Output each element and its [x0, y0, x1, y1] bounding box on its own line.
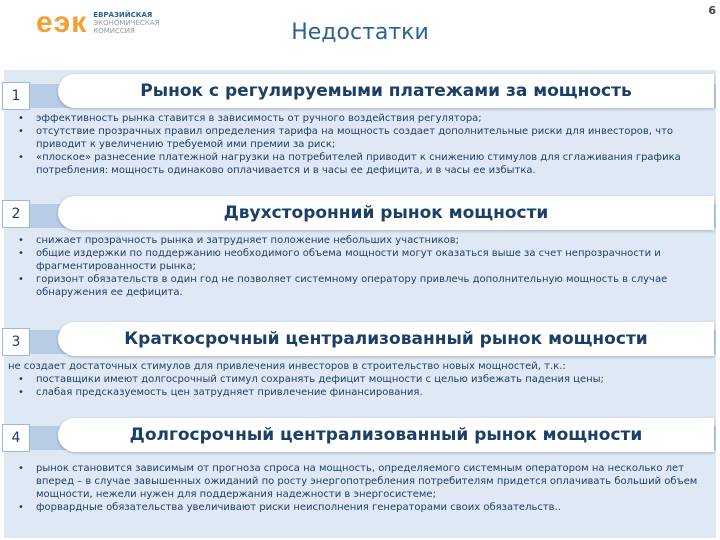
section-3-header: Краткосрочный централизованный рынок мощности [58, 322, 714, 356]
section-2-number: 2 [2, 200, 30, 228]
section-2-body [8, 234, 712, 299]
page-number: 6 [708, 4, 716, 17]
section-4-bullet-1: • рынок становится зависимым от прогноза спроса на мощность, определяемого системным оператором на несколько лет вперед – в случае завышенных ожиданий по росту энергопотребления потребителям придется оплачивать больший объем мощности, нежели нужен для поддержания надежности в энергосистеме; [18, 463, 698, 500]
section-4-body [8, 462, 712, 514]
section-3-body [8, 360, 712, 399]
section-3-bullet-2: • слабая предсказуемость цен затрудняет привлечение финансирования. [18, 387, 423, 398]
section-3-number: 3 [2, 328, 30, 356]
section-1-bullet-3: • «плоское» разнесение платежной нагрузки на потребителей приводит к снижению стимулов для сглаживания графика потребления: мощность одинаково оплачивается и в часы ее дефицита, и в часы ее избытка. [18, 152, 681, 176]
section-3-bullet-1: • поставщики имеют долгосрочный стимул сохранять дефицит мощности с целью избежать падения цены; [18, 374, 604, 385]
logo-line-1: ЕВРАЗИЙСКАЯ [93, 11, 153, 19]
section-1-body [8, 112, 712, 177]
section-2-header: Двухсторонний рынок мощности [58, 196, 714, 230]
section-4-number: 4 [2, 424, 30, 452]
section-2-bullet-3: • горизонт обязательств в один год не позволяет системному оператору привлечь дополнительную мощность в случае обнаружения ее дефицита. [18, 274, 668, 298]
logo-line-2: ЭКОНОМИЧЕСКАЯ [93, 19, 160, 27]
section-4-bullet-2: • форвардные обязательства увеличивают риски неисполнения генераторами своих обязательств.. [18, 502, 561, 513]
section-4-header: Долгосрочный централизованный рынок мощности [58, 418, 714, 452]
section-2-bullet-1: • снижает прозрачность рынка и затрудняет положение небольших участников; [18, 235, 459, 246]
section-2-bullet-2: • общие издержки по поддержанию необходимого объема мощности могут оказаться выше за счет непрозрачности и фрагментированности рынка; [18, 248, 661, 272]
logo-mark: еэк [36, 6, 88, 39]
section-3-intro: не создает достаточных стимулов для привлечения инвесторов в строительство новых мощностей, т.к.: [8, 361, 566, 372]
top-bar [0, 0, 720, 68]
section-1-bullet-1: • эффективность рынка ставится в зависимость от ручного воздействия регулятора; [18, 113, 482, 124]
section-1-header: Рынок с регулируемыми платежами за мощность [58, 74, 714, 108]
logo-line-3: КОМИССИЯ [93, 27, 135, 35]
page-title: Недостатки [291, 20, 429, 45]
section-1-bullet-2: • отсутствие прозрачных правил определения тарифа на мощность создает дополнительные риски для инвесторов, что приводит к увеличению требуемой ими премии за риск; [18, 126, 674, 150]
section-1-number: 1 [2, 82, 30, 110]
